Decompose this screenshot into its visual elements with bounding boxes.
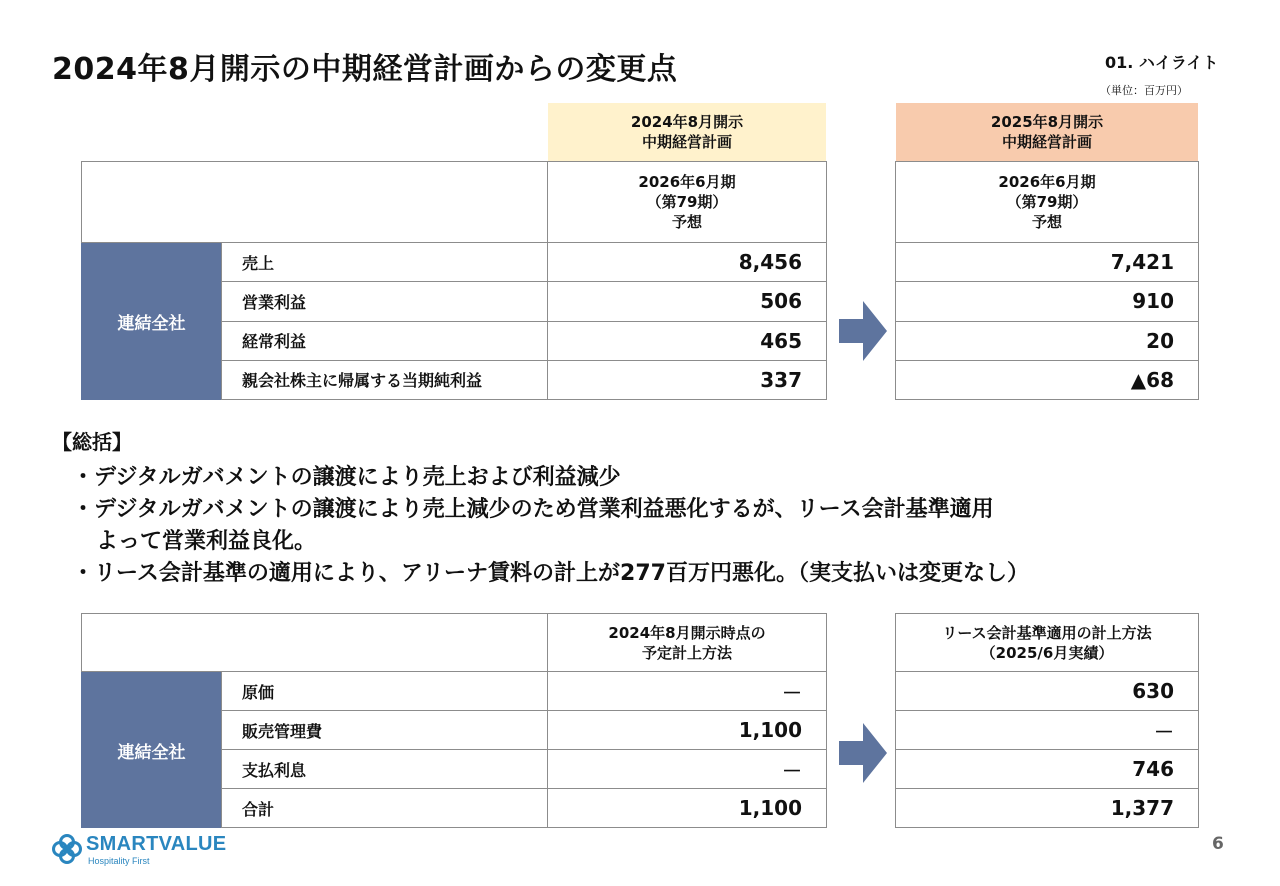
summary-bullet: ・デジタルガバメントの譲渡により売上および利益減少 bbox=[72, 465, 621, 490]
plan-b-header-line2: 中期経営計画 bbox=[1001, 133, 1092, 151]
page-number: 6 bbox=[1212, 834, 1224, 854]
table-value: 8,456 bbox=[738, 250, 802, 275]
table-value: 7,421 bbox=[1110, 250, 1174, 275]
summary-bullet: ・デジタルガバメントの譲渡により売上減少のため営業利益悪化するが、リース会計基準適用 bbox=[72, 497, 994, 522]
period-header-b-line3: 予想 bbox=[1031, 213, 1062, 231]
table-row-label: 合計 bbox=[222, 788, 547, 827]
table-value: 337 bbox=[548, 360, 826, 399]
table-value: － bbox=[548, 749, 826, 788]
table-value: 506 bbox=[548, 281, 826, 320]
plan-a-header-line2: 中期経営計画 bbox=[641, 133, 732, 151]
table-row-label: 親会社株主に帰属する当期純利益 bbox=[222, 360, 547, 399]
summary-bullets bbox=[72, 462, 1029, 590]
table-value: 1,377 bbox=[896, 788, 1198, 827]
company-logo-text: SMARTVALUE bbox=[86, 833, 227, 855]
table-value: － bbox=[896, 710, 1198, 749]
summary-bullet: ・リース会計基準の適用により、アリーナ賃料の計上が277百万円悪化。（実支払いは変更なし） bbox=[72, 561, 1029, 586]
table-value: 630 bbox=[1132, 679, 1174, 703]
table-value: 20 bbox=[896, 321, 1198, 360]
table-row-label: 経常利益 bbox=[222, 321, 547, 360]
period-header-a-line2: （第79期） bbox=[646, 193, 728, 211]
table-value: － bbox=[782, 680, 802, 705]
plan-b-header-line1: 2025年8月開示 bbox=[990, 113, 1104, 131]
unit-note: （単位：百万円） bbox=[1100, 84, 1188, 97]
logo-mark-icon bbox=[52, 834, 82, 864]
table2-header-b-line1: リース会計基準適用の計上方法 bbox=[942, 623, 1152, 642]
summary-bullet-continuation: よって営業利益良化。 bbox=[96, 529, 317, 554]
plan-b-header bbox=[896, 103, 1198, 161]
table2-label-col bbox=[221, 671, 548, 828]
page-title: 2024年8月開示の中期経営計画からの変更点 bbox=[52, 52, 678, 87]
table-value: ▲68 bbox=[896, 360, 1198, 399]
table2-band-label: 連結全社 bbox=[81, 672, 222, 828]
period-header-a bbox=[547, 161, 827, 243]
table2-header-a-line2: 予定計上方法 bbox=[641, 643, 732, 662]
table2-header-a-line1: 2024年8月開示時点の bbox=[608, 623, 766, 642]
table2-header-b bbox=[895, 613, 1199, 672]
period-header-a-line1: 2026年6月期 bbox=[638, 173, 736, 191]
table-row-label: 原価 bbox=[242, 682, 275, 702]
period-header-a-line3: 予想 bbox=[671, 213, 702, 231]
table1-plan-b-col bbox=[895, 242, 1199, 400]
section-label: 01. ハイライト bbox=[1105, 53, 1219, 72]
summary-heading: 【総括】 bbox=[52, 430, 132, 454]
period-header-b-line1: 2026年6月期 bbox=[998, 173, 1096, 191]
company-logo-tagline: Hospitality First bbox=[88, 856, 150, 866]
table-value: 1,100 bbox=[548, 788, 826, 827]
table-value: 746 bbox=[896, 749, 1198, 788]
plan-a-header-line1: 2024年8月開示 bbox=[630, 113, 744, 131]
table-row-label: 売上 bbox=[242, 253, 275, 273]
table2-header-b-line2: （2025/6月実績） bbox=[980, 643, 1114, 662]
table1-label-col bbox=[221, 242, 548, 400]
table1-band-label: 連結全社 bbox=[81, 243, 222, 400]
table1-plan-a-col bbox=[547, 242, 827, 400]
table-value: 910 bbox=[896, 281, 1198, 320]
table-row-label: 支払利息 bbox=[222, 749, 547, 788]
table2-b-col bbox=[895, 671, 1199, 828]
plan-a-header bbox=[548, 103, 826, 161]
table2-header-a bbox=[547, 613, 827, 672]
period-header-b-line2: （第79期） bbox=[1006, 193, 1088, 211]
table2-a-col bbox=[547, 671, 827, 828]
table-row-label: 営業利益 bbox=[222, 281, 547, 320]
period-header-b bbox=[895, 161, 1199, 243]
right-arrow-icon bbox=[839, 301, 887, 361]
table2-corner-cell bbox=[81, 613, 548, 672]
table-value: 465 bbox=[548, 321, 826, 360]
table1-corner-cell bbox=[81, 161, 548, 243]
right-arrow-icon bbox=[839, 723, 887, 783]
table-row-label: 販売管理費 bbox=[222, 710, 547, 749]
table-value: 1,100 bbox=[548, 710, 826, 749]
